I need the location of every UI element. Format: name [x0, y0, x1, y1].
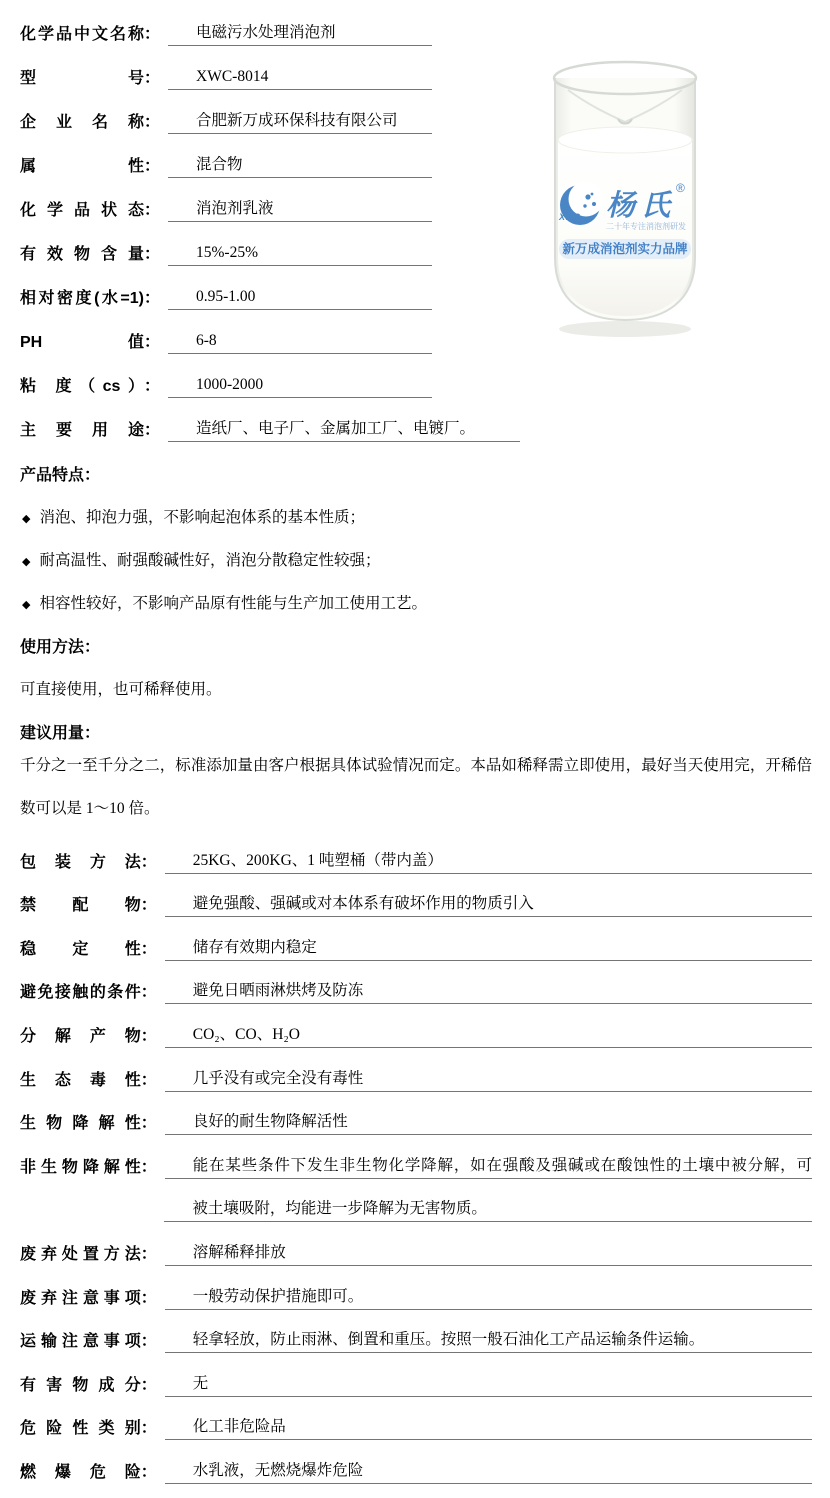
brand-banner-text: 新万成消泡剂实力品牌 — [562, 242, 688, 256]
field-row-stability — [20, 917, 812, 961]
field-row-decomposition-products — [20, 1004, 812, 1048]
field-colon: ： — [144, 70, 161, 87]
field-label: 危险性类别 — [20, 1420, 141, 1438]
field-label: 运输注意事项 — [20, 1333, 141, 1351]
field-colon: ： — [140, 1027, 157, 1045]
field-label: 废弃处置方法 — [20, 1245, 141, 1263]
field-label: 属性 — [20, 158, 144, 175]
field-label: 化学品中文名称 — [20, 26, 144, 43]
field-value: 避免强酸、强碱或对本体系有破坏作用的物质引入 — [165, 891, 812, 917]
field-value: 6-8 — [168, 332, 432, 354]
logo-bubble-dot — [585, 194, 590, 199]
field-colon: ： — [140, 1420, 157, 1438]
field-colon: ： — [140, 897, 157, 915]
field-colon: ： — [140, 940, 157, 958]
brand-logo — [558, 181, 691, 259]
field-row-biodegradability — [20, 1092, 812, 1136]
field-label: 非生物降解性 — [20, 1158, 141, 1176]
bottom-fields-section — [20, 830, 812, 1484]
field-colon: ： — [140, 1333, 157, 1351]
field-row-chemical-name — [20, 2, 812, 46]
field-value: 化工非危险品 — [165, 1414, 812, 1440]
field-label: 包装方法 — [20, 853, 141, 871]
field-label: 稳定性 — [20, 940, 141, 958]
field-value-continued: 被土壤吸附，均能进一步降解为无害物质。 — [164, 1196, 812, 1222]
field-colon: ： — [144, 378, 161, 395]
field-colon: ： — [144, 114, 161, 131]
feature-item — [20, 571, 812, 614]
field-row-incompatibles — [20, 874, 812, 918]
field-colon: ： — [140, 853, 157, 871]
field-label: 有害物成分 — [20, 1376, 141, 1394]
field-label: 主要用途 — [20, 422, 144, 439]
logo-bubble-dot — [583, 204, 586, 207]
field-value: 储存有效期内稳定 — [165, 935, 812, 961]
logo-bubble-dot — [592, 202, 596, 206]
field-value: 合肥新万成环保科技有限公司 — [168, 108, 432, 134]
field-colon: ： — [144, 334, 161, 351]
feature-text: 耐高温性、耐强酸碱性好，消泡分散稳定性较强； — [39, 552, 381, 569]
field-row-disposal-method — [20, 1222, 812, 1266]
field-value: 一般劳动保护措施即可。 — [165, 1284, 812, 1310]
logo-bubble-dot — [591, 193, 594, 196]
field-value: 无 — [165, 1371, 812, 1397]
field-value: 1000-2000 — [168, 376, 432, 398]
field-colon: ： — [140, 1158, 157, 1176]
field-label: 企业名称 — [20, 114, 144, 131]
field-row-harmful-components — [20, 1353, 812, 1397]
field-value: 混合物 — [168, 152, 432, 178]
field-value: 几乎没有或完全没有毒性 — [165, 1066, 812, 1092]
field-colon: ： — [140, 1376, 157, 1394]
beaker-illustration — [528, 48, 723, 340]
feature-item — [20, 528, 812, 571]
field-label: 有效物含量 — [20, 246, 144, 263]
logo-monogram: XWC — [559, 212, 580, 222]
diamond-bullet-icon: ◆ — [22, 599, 31, 611]
brand-name: 杨氏 — [606, 190, 677, 222]
field-row-conditions-to-avoid — [20, 961, 812, 1005]
dosage-body: 千分之一至千分之二，标准添加量由客户根据具体试验情况而定。本品如稀释需立即使用，最好当天使用完，开稀倍数可以是 1～10 倍。 — [20, 757, 812, 817]
product-photo — [528, 48, 723, 340]
field-colon: ： — [144, 290, 161, 307]
field-colon: ： — [140, 1463, 157, 1481]
beaker-shadow — [559, 321, 691, 337]
field-label: 相对密度(水=1) — [20, 290, 144, 307]
field-row-eco-toxicity — [20, 1048, 812, 1092]
field-value: 良好的耐生物降解活性 — [165, 1109, 812, 1135]
field-label: 生物降解性 — [20, 1115, 141, 1133]
field-label: 型号 — [20, 70, 144, 87]
field-value: 消泡剂乳液 — [168, 196, 432, 222]
feature-text: 消泡、抑泡力强，不影响起泡体系的基本性质； — [39, 509, 365, 526]
features-heading: 产品特点： — [20, 467, 101, 484]
usage-heading: 使用方法： — [20, 639, 101, 656]
field-value: 轻拿轻放，防止雨淋、倒置和重压。按照一般石油化工产品运输条件运输。 — [165, 1327, 812, 1353]
field-value: CO₂、CO、H₂O — [165, 1022, 812, 1048]
field-colon: ： — [144, 246, 161, 263]
field-label: 化学品状态 — [20, 202, 144, 219]
feature-text: 相容性较好，不影响产品原有性能与生产加工使用工艺。 — [39, 595, 427, 612]
field-label: 粘 度（cs） — [20, 378, 144, 395]
field-label: 燃爆危险 — [20, 1463, 141, 1481]
field-row-packing-method — [20, 830, 812, 874]
field-value: 0.95-1.00 — [168, 288, 432, 310]
usage-body — [20, 657, 812, 700]
dosage-heading: 建议用量： — [20, 725, 101, 742]
field-colon: ： — [144, 26, 161, 43]
field-value: 25KG、200KG、1 吨塑桶（带内盖） — [165, 848, 812, 874]
field-value: XWC-8014 — [168, 68, 432, 90]
field-row-fire-explosion-hazard — [20, 1440, 812, 1484]
field-row-non-biodegradability — [20, 1135, 812, 1179]
field-row-transport-precautions — [20, 1310, 812, 1354]
field-label: 避免接触的条件 — [20, 984, 141, 1002]
field-row-viscosity — [20, 354, 812, 398]
field-colon: ： — [140, 1245, 157, 1263]
field-value: 能在某些条件下发生非生物化学降解，如在强酸及强碱或在酸蚀性的土壤中被分解，可 — [165, 1153, 812, 1179]
field-row-non-biodegradability-cont — [20, 1179, 812, 1223]
field-colon: ： — [140, 1289, 157, 1307]
field-value: 15%-25% — [168, 244, 432, 266]
field-colon: ： — [140, 1071, 157, 1089]
field-label: 分解产物 — [20, 1027, 141, 1045]
field-row-main-uses — [20, 398, 812, 442]
diamond-bullet-icon: ◆ — [22, 513, 31, 525]
diamond-bullet-icon: ◆ — [22, 556, 31, 568]
brand-tagline: 二十年专注消泡剂研发 — [606, 222, 686, 231]
usage-text: 可直接使用，也可稀释使用。 — [20, 681, 222, 698]
field-label: 禁配物 — [20, 897, 141, 915]
field-value: 水乳液，无燃烧爆炸危险 — [165, 1458, 812, 1484]
field-colon: ： — [140, 1115, 157, 1133]
field-colon: ： — [144, 422, 161, 439]
field-value: 避免日晒雨淋烘烤及防冻 — [165, 978, 812, 1004]
field-row-hazard-class — [20, 1397, 812, 1441]
field-label: PH 值 — [20, 334, 144, 351]
feature-item — [20, 485, 812, 528]
field-colon: ： — [144, 202, 161, 219]
field-colon: ： — [140, 984, 157, 1002]
field-value: 电磁污水处理消泡剂 — [168, 20, 432, 46]
field-label: 生态毒性 — [20, 1071, 141, 1089]
liquid-surface — [558, 127, 692, 153]
field-value: 造纸厂、电子厂、金属加工厂、电镀厂。 — [168, 416, 520, 442]
field-label: 废弃注意事项 — [20, 1289, 141, 1307]
field-value: 溶解稀释排放 — [165, 1240, 812, 1266]
field-colon: ： — [144, 158, 161, 175]
field-row-disposal-precautions — [20, 1266, 812, 1310]
registered-mark-icon: ® — [676, 181, 685, 195]
